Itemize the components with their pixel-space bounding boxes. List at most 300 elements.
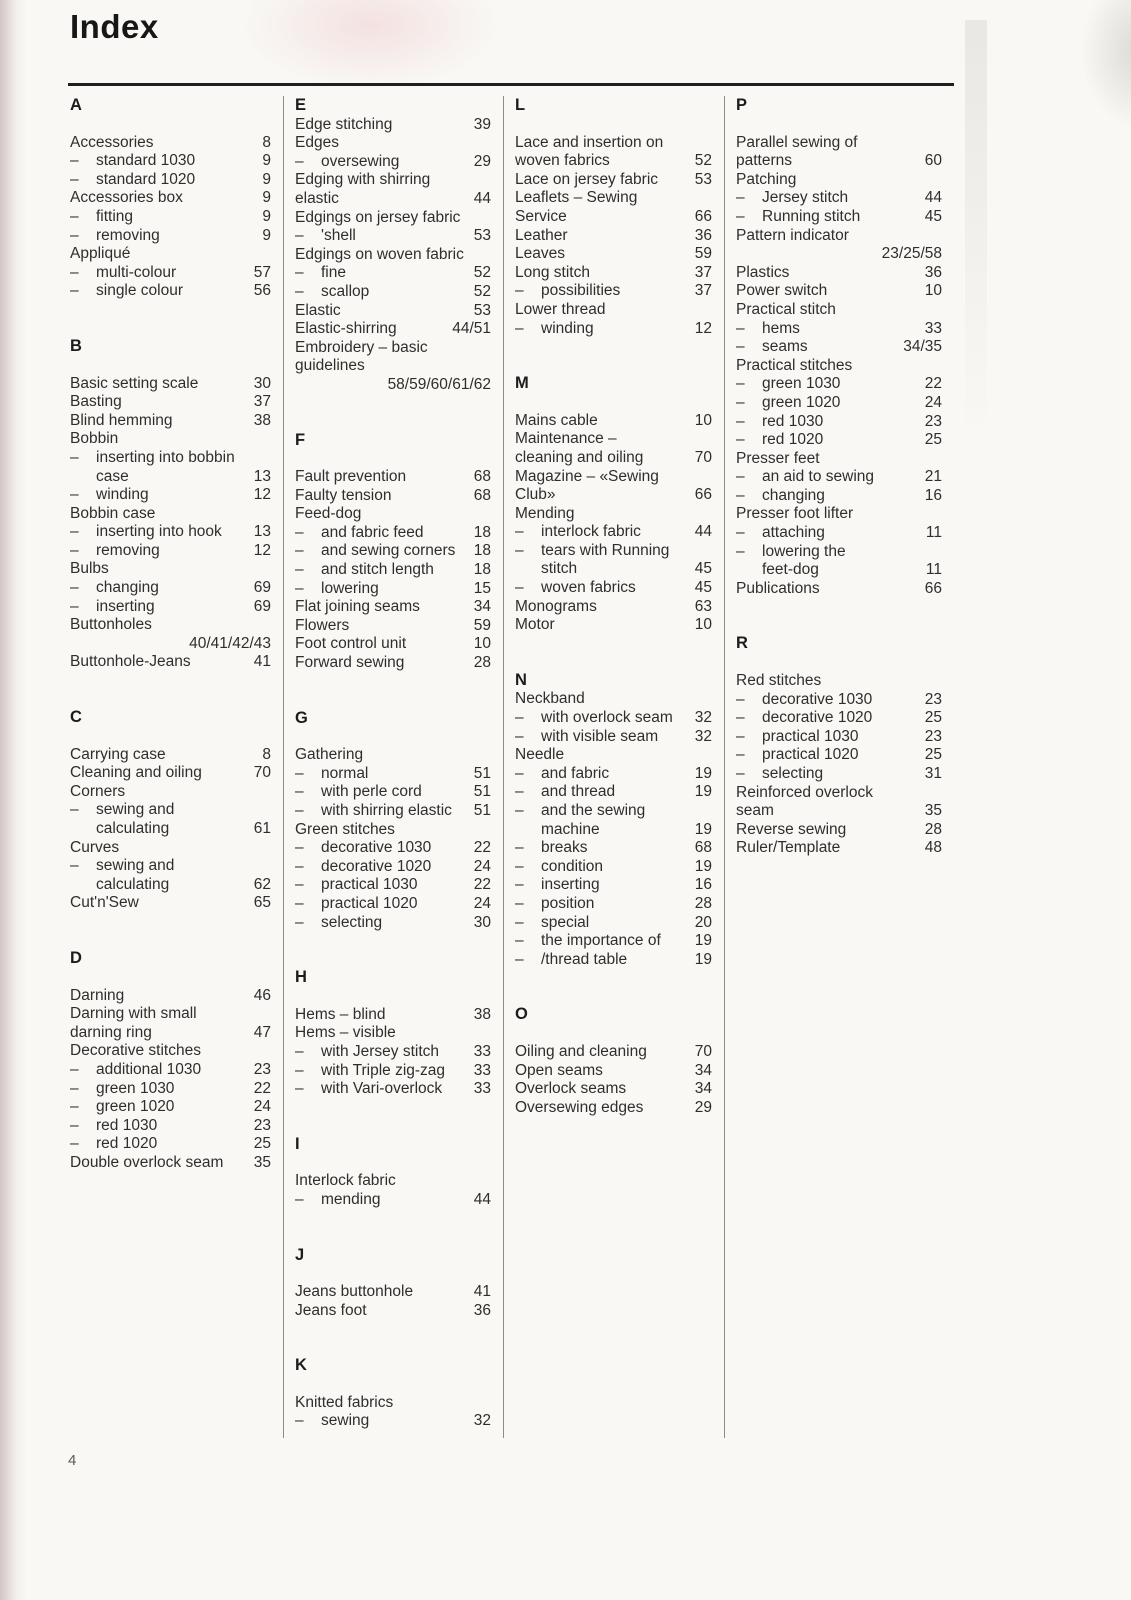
entry-label: the importance of — [541, 932, 661, 950]
section-header-d: D — [70, 948, 82, 967]
entry-page: 63 — [694, 597, 712, 615]
scan-artifact-right-streak — [965, 20, 987, 440]
entry-dash: – — [736, 690, 745, 708]
index-entry — [515, 598, 712, 617]
entry-page: 33 — [473, 1061, 491, 1079]
entry-label: selecting — [321, 913, 383, 931]
entry-label: Accessories — [70, 133, 154, 151]
entry-label: decorative 1030 — [762, 690, 873, 708]
entry-page: 34 — [694, 1061, 712, 1079]
index-entry — [295, 914, 491, 933]
section-header-j: J — [295, 1245, 305, 1264]
scan-artifact-gray-smudge — [1080, 0, 1131, 130]
entry-label: Long stitch — [515, 263, 590, 281]
index-entry — [736, 431, 942, 450]
index-entry — [515, 821, 712, 840]
index-entry — [70, 857, 271, 876]
index-entry — [515, 486, 712, 505]
entry-label: Accessories box — [70, 189, 183, 207]
entry-label: Forward sewing — [295, 654, 405, 672]
entry-label: Basic setting scale — [70, 374, 199, 392]
entry-label: Hems – blind — [295, 1005, 386, 1023]
entry-page: 66 — [694, 486, 712, 504]
entry-dash: – — [70, 486, 79, 504]
entry-page: 53 — [473, 227, 491, 245]
entry-label: red 1020 — [96, 1135, 158, 1153]
entry-label: practical 1020 — [762, 746, 859, 764]
entry-dash: – — [70, 1116, 79, 1134]
entry-page: 37 — [253, 393, 271, 411]
index-entry — [70, 468, 271, 487]
entry-label: Curves — [70, 838, 120, 856]
entry-dash: – — [515, 913, 524, 931]
entry-page: 44 — [473, 189, 491, 207]
index-entry — [295, 227, 491, 246]
entry-page: 41 — [473, 1283, 491, 1301]
entry-dash: – — [70, 226, 79, 244]
entry-page: 69 — [253, 597, 271, 615]
entry-label: fitting — [96, 207, 134, 225]
entry-page: 34 — [694, 1080, 712, 1098]
index-entry — [736, 468, 942, 487]
entry-page: 51 — [473, 783, 491, 801]
entry-dash: – — [515, 709, 524, 727]
entry-label: machine — [541, 820, 600, 838]
index-entry — [70, 1061, 271, 1080]
entry-page: 13 — [253, 467, 271, 485]
entry-page: 61 — [253, 820, 271, 837]
entry-page: 68 — [694, 839, 712, 857]
entry-page: 24 — [473, 857, 491, 875]
entry-page: 23 — [253, 1060, 271, 1078]
entry-label: Jersey stitch — [762, 189, 849, 207]
index-entry — [515, 227, 712, 246]
index-entry — [295, 821, 491, 840]
entry-label: practical 1030 — [321, 876, 418, 894]
index-entry — [515, 264, 712, 283]
entry-label: woven fabrics — [515, 152, 610, 170]
entry-label: guidelines — [295, 357, 365, 375]
entry-label: Bulbs — [70, 560, 109, 578]
entry-label: hems — [762, 319, 800, 337]
index-entry — [515, 746, 712, 765]
index-entry — [70, 764, 271, 783]
index-entry — [736, 282, 942, 301]
entry-page: 10 — [473, 635, 491, 653]
entry-label: fine — [321, 264, 346, 282]
entry-page: 23 — [924, 412, 942, 430]
entry-page: 70 — [253, 764, 271, 782]
index-entry — [70, 449, 271, 468]
index-entry — [736, 413, 942, 432]
entry-dash: – — [295, 1042, 304, 1060]
entry-dash: – — [736, 524, 745, 542]
entry-label: Corners — [70, 782, 126, 800]
entry-dash: – — [736, 189, 745, 207]
entry-label: red 1020 — [762, 431, 824, 449]
entry-dash: – — [295, 152, 304, 170]
entry-label: Leaflets – Sewing — [515, 189, 638, 207]
index-entry — [295, 302, 491, 321]
entry-page: 40/41/42/43 — [189, 634, 271, 652]
entry-label: Flat joining seams — [295, 598, 420, 616]
index-entry — [515, 412, 712, 431]
index-entry — [70, 1117, 271, 1136]
entry-label: Patching — [736, 170, 797, 188]
entry-page: 57 — [253, 263, 271, 281]
entry-page: 34 — [473, 598, 491, 616]
entry-label: Mending — [515, 504, 575, 522]
entry-label: standard 1030 — [96, 152, 196, 170]
entry-page: 8 — [262, 133, 271, 151]
section-header-m: M — [515, 374, 529, 393]
entry-page: 31 — [924, 765, 942, 782]
entry-dash: – — [295, 857, 304, 875]
entry-label: oversewing — [321, 152, 400, 170]
index-entry — [515, 189, 712, 208]
index-entry — [295, 190, 491, 209]
entry-dash: – — [295, 913, 304, 931]
entry-dash: – — [70, 282, 79, 300]
index-entry — [736, 134, 942, 153]
entry-page: 23 — [924, 727, 942, 745]
scan-artifact-pink-smudge — [240, 0, 500, 90]
entry-page: 44 — [694, 523, 712, 541]
entry-label: green 1020 — [96, 1098, 175, 1116]
entry-label: red 1030 — [96, 1116, 158, 1134]
index-entry — [736, 375, 942, 394]
index-entry — [295, 505, 491, 524]
entry-label: Presser feet — [736, 449, 820, 467]
entry-dash: – — [515, 876, 524, 894]
index-entry — [70, 393, 271, 412]
index-entry — [736, 320, 942, 339]
entry-label: attaching — [762, 524, 825, 542]
entry-label: Power switch — [736, 282, 828, 300]
entry-page: 70 — [694, 448, 712, 466]
entry-page: 25 — [924, 746, 942, 764]
entry-label: sewing and — [96, 857, 175, 875]
entry-page: 20 — [694, 913, 712, 931]
section-header-c: C — [70, 708, 82, 727]
entry-label: Reinforced overlock — [736, 783, 873, 801]
entry-page: 32 — [694, 709, 712, 727]
entry-page: 60 — [924, 152, 942, 170]
index-entry — [295, 746, 491, 765]
index-entry — [515, 468, 712, 487]
entry-dash: – — [295, 894, 304, 912]
entry-label: inserting — [96, 597, 155, 615]
index-entry — [736, 691, 942, 710]
entry-dash: – — [736, 431, 745, 449]
index-entry — [736, 821, 942, 840]
entry-dash: – — [295, 1190, 304, 1208]
index-entry — [295, 617, 491, 636]
entry-page: 19 — [694, 764, 712, 782]
index-entry — [515, 208, 712, 227]
entry-label: with Jersey stitch — [321, 1042, 440, 1060]
index-pages-line — [70, 635, 271, 654]
entry-dash: – — [736, 207, 745, 225]
index-entry — [295, 580, 491, 599]
index-entry — [70, 1154, 271, 1173]
entry-dash: – — [736, 468, 745, 486]
index-entry — [295, 264, 491, 283]
entry-dash: – — [295, 764, 304, 782]
entry-dash: – — [70, 857, 79, 875]
entry-page: 70 — [694, 1042, 712, 1060]
index-entry — [736, 709, 942, 728]
index-entry — [515, 171, 712, 190]
entry-label: additional 1030 — [96, 1060, 202, 1078]
entry-label: decorative 1030 — [321, 839, 432, 857]
entry-label: Buttonhole-Jeans — [70, 653, 191, 671]
entry-label: and fabric feed — [321, 523, 424, 541]
entry-label: Open seams — [515, 1061, 603, 1079]
index-entry — [515, 802, 712, 821]
entry-page: 29 — [473, 152, 491, 170]
index-entry — [295, 209, 491, 228]
entry-page: 45 — [694, 560, 712, 578]
section-header-g: G — [295, 708, 308, 727]
entry-label: practical 1030 — [762, 727, 859, 745]
entry-label: Foot control unit — [295, 635, 407, 653]
entry-label: lowering the — [762, 542, 846, 560]
entry-dash: – — [515, 541, 524, 559]
entry-page: 22 — [924, 375, 942, 393]
entry-page: 30 — [473, 913, 491, 931]
index-entry — [70, 1080, 271, 1099]
index-entry — [70, 1098, 271, 1117]
entry-dash: – — [70, 579, 79, 597]
index-entry — [515, 839, 712, 858]
index-entry — [70, 189, 271, 208]
index-entry — [70, 152, 271, 171]
index-entry — [70, 486, 271, 505]
index-entry — [70, 542, 271, 561]
index-entry — [295, 895, 491, 914]
entry-page: 44 — [473, 1190, 491, 1208]
entry-label: Cleaning and oiling — [70, 764, 202, 782]
entry-label: 'shell — [321, 227, 356, 245]
index-entry — [736, 524, 942, 543]
entry-dash: – — [515, 950, 524, 968]
entry-page: 24 — [924, 393, 942, 411]
entry-label: and stitch length — [321, 561, 434, 579]
index-entry — [70, 282, 271, 301]
entry-dash: – — [736, 375, 745, 393]
entry-label: patterns — [736, 152, 793, 170]
entry-page: 58/59/60/61/62 — [387, 375, 491, 393]
index-entry — [736, 301, 942, 320]
entry-label: seam — [736, 802, 774, 820]
entry-label: and fabric — [541, 764, 610, 782]
entry-label: Appliqué — [70, 245, 131, 263]
index-entry — [70, 783, 271, 802]
index-entry — [515, 616, 712, 635]
entry-label: with Vari-overlock — [321, 1080, 443, 1098]
entry-page: 32 — [473, 1412, 491, 1430]
entry-page: 34/35 — [903, 338, 942, 356]
entry-label: tears with Running — [541, 541, 670, 559]
entry-page: 33 — [924, 319, 942, 337]
entry-dash: – — [70, 1079, 79, 1097]
entry-label: Edgings on woven fabric — [295, 245, 464, 263]
entry-page: 9 — [262, 152, 271, 170]
entry-page: 51 — [473, 764, 491, 782]
entry-page: 33 — [473, 1042, 491, 1060]
entry-page: 8 — [262, 745, 271, 763]
entry-label: Red stitches — [736, 672, 822, 690]
entry-dash: – — [70, 152, 79, 170]
index-entry — [736, 802, 942, 821]
entry-label: Interlock fabric — [295, 1172, 396, 1190]
entry-page: 25 — [924, 431, 942, 449]
entry-dash: – — [295, 579, 304, 597]
entry-label: Elastic — [295, 301, 341, 319]
index-entry — [70, 375, 271, 394]
index-entry — [295, 1062, 491, 1081]
entry-page: 9 — [262, 207, 271, 225]
entry-label: Pattern indicator — [736, 226, 849, 244]
entry-page: 25 — [253, 1135, 271, 1153]
entry-label: with shirring elastic — [321, 802, 452, 819]
index-entry — [515, 282, 712, 301]
entry-page: 33 — [473, 1080, 491, 1098]
entry-label: Edge stitching — [295, 115, 393, 133]
entry-dash: – — [295, 1080, 304, 1098]
section-header-n: N — [515, 670, 527, 689]
entry-page: 9 — [262, 170, 271, 188]
entry-label: interlock fabric — [541, 523, 641, 541]
entry-page: 68 — [473, 486, 491, 504]
section-header-r: R — [736, 634, 748, 653]
entry-label: position — [541, 894, 595, 912]
index-entry — [515, 152, 712, 171]
index-entry — [295, 765, 491, 784]
entry-label: Jeans foot — [295, 1301, 367, 1319]
entry-label: Club» — [515, 486, 556, 504]
entry-label: Double overlock seam — [70, 1153, 224, 1171]
entry-page: 62 — [253, 875, 271, 893]
entry-label: Green stitches — [295, 820, 395, 838]
entry-label: case — [96, 467, 129, 485]
index-entry — [515, 783, 712, 802]
entry-label: Oiling and cleaning — [515, 1042, 647, 1060]
entry-dash: – — [70, 1060, 79, 1078]
entry-dash: – — [70, 448, 79, 466]
entry-label: stitch — [541, 560, 578, 578]
entry-dash: – — [515, 839, 524, 857]
entry-page: 18 — [473, 542, 491, 560]
entry-dash: – — [736, 765, 745, 782]
entry-label: winding — [96, 486, 149, 504]
entry-page: 32 — [694, 727, 712, 745]
entry-label: Monograms — [515, 597, 597, 615]
entry-label: Elastic-shirring — [295, 320, 397, 338]
index-entry — [70, 227, 271, 246]
entry-label: mending — [321, 1190, 381, 1208]
entry-label: feet-dog — [762, 561, 819, 579]
entry-page: 48 — [924, 839, 942, 857]
index-entry — [515, 134, 712, 153]
entry-page: 35 — [253, 1153, 271, 1171]
entry-dash: – — [295, 264, 304, 282]
entry-label: Carrying case — [70, 745, 166, 763]
index-column-1 — [70, 96, 283, 1438]
index-entry — [70, 264, 271, 283]
entry-label: Ruler/Template — [736, 839, 841, 857]
index-entry — [70, 505, 271, 524]
entry-page: 45 — [924, 207, 942, 225]
entry-label: Needle — [515, 746, 565, 764]
entry-label: Publications — [736, 579, 820, 597]
index-entry — [295, 1172, 491, 1191]
entry-label: Lower thread — [515, 300, 606, 318]
section-header-l: L — [515, 96, 526, 114]
entry-label: /thread table — [541, 950, 628, 968]
entry-label: Edging with shirring — [295, 171, 431, 189]
entry-label: Gathering — [295, 746, 364, 764]
entry-dash: – — [515, 932, 524, 950]
entry-dash: – — [736, 746, 745, 764]
index-entry — [515, 728, 712, 747]
entry-label: Reverse sewing — [736, 820, 847, 838]
index-entry — [515, 523, 712, 542]
entry-label: cleaning and oiling — [515, 448, 644, 466]
index-entry — [736, 208, 942, 227]
index-entry — [515, 560, 712, 579]
index-entry — [515, 765, 712, 784]
entry-dash: – — [70, 207, 79, 225]
index-entry — [515, 245, 712, 264]
index-entry — [295, 1412, 491, 1431]
entry-label: seams — [762, 338, 808, 356]
entry-page: 24 — [473, 894, 491, 912]
entry-dash: – — [515, 319, 524, 337]
index-entry — [736, 152, 942, 171]
index-entry — [295, 542, 491, 561]
section-header-p: P — [736, 96, 748, 114]
entry-dash: – — [736, 338, 745, 356]
title-rule — [68, 83, 954, 86]
entry-label: with Triple zig-zag — [321, 1061, 446, 1079]
index-entry — [70, 1135, 271, 1154]
entry-page: 65 — [253, 894, 271, 912]
entry-dash: – — [295, 561, 304, 579]
index-columns — [70, 96, 954, 1438]
entry-page: 28 — [694, 894, 712, 912]
entry-page: 41 — [253, 653, 271, 671]
entry-page: 23 — [253, 1116, 271, 1134]
entry-label: Lace and insertion on — [515, 133, 664, 151]
entry-label: Mains cable — [515, 411, 598, 429]
entry-label: Oversewing edges — [515, 1098, 644, 1116]
index-entry — [70, 987, 271, 1006]
index-entry — [295, 1080, 491, 1099]
index-entry — [295, 783, 491, 802]
entry-label: Magazine – «Sewing — [515, 467, 659, 485]
index-entry — [736, 561, 942, 580]
entry-page: 12 — [694, 319, 712, 337]
entry-page: 13 — [253, 523, 271, 541]
entry-label: Maintenance – — [515, 430, 617, 448]
index-entry — [295, 246, 491, 265]
section-header-f: F — [295, 430, 306, 449]
index-entry — [70, 653, 271, 672]
entry-label: multi-colour — [96, 263, 177, 281]
entry-page: 46 — [253, 986, 271, 1004]
